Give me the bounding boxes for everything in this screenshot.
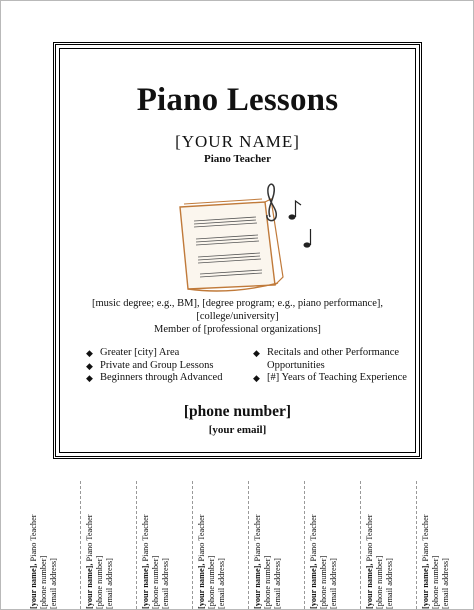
flyer-inner-border [59,48,416,453]
tab-name: [your name], [197,563,206,609]
tab-role: Piano Teacher [29,514,38,564]
treble-clef-icon [267,184,276,221]
tab-email: [email address] [105,558,114,609]
list-item: ◆ Private and Group Lessons [86,359,214,371]
tab-phone: [phone number] [431,555,440,609]
tab-role: Piano Teacher [197,514,206,564]
tear-line [192,481,194,609]
tab-name: [your name], [365,563,374,609]
features-list-right [249,347,419,385]
tear-off-tab[interactable] [253,481,283,609]
tab-name: [your name], [141,563,150,609]
teacher-name: [YOUR NAME] [175,132,300,151]
tear-line [416,481,418,609]
tear-line [136,481,138,609]
email-address: [your email] [208,424,267,436]
tab-phone: [phone number] [207,555,216,609]
tear-off-tab[interactable] [421,481,451,609]
features-list-left [82,347,257,385]
sheet-music-illustration [170,177,315,297]
tab-role: Piano Teacher [141,514,150,564]
tab-name: [your name], [309,563,318,609]
tear-off-tab[interactable] [29,481,59,609]
phone-number: [phone number] [183,403,292,420]
tear-off-tab[interactable] [197,481,227,609]
tear-off-tab[interactable] [85,481,115,609]
membership-line: Member of [professional organizations] [154,324,321,335]
tear-line [304,481,306,609]
tear-off-tab[interactable] [365,481,395,609]
tab-name: [your name], [85,563,94,609]
tab-email: [email address] [161,558,170,609]
tab-email: [email address] [217,558,226,609]
teacher-role: Piano Teacher [204,153,271,165]
tab-email: [email address] [329,558,338,609]
tear-line [80,481,82,609]
tear-off-tab[interactable] [309,481,339,609]
tab-role: Piano Teacher [365,514,374,564]
list-item: ◆ Recitals and other Performance Opportunities [253,347,400,371]
list-item: ◆ Beginners through Advanced [86,372,223,383]
tab-email: [email address] [273,558,282,609]
tear-off-tab[interactable] [141,481,171,609]
tear-line [248,481,250,609]
tab-name: [your name], [253,563,262,609]
tab-name: [your name], [29,563,38,609]
bullet-icon: ◆ [86,373,93,383]
list-item: ◆ Greater [city] Area [86,347,180,358]
list-item: ◆ [#] Years of Teaching Experience [253,372,407,383]
tab-phone: [phone number] [95,555,104,609]
bullet-icon: ◆ [253,373,260,383]
tab-email: [email address] [441,558,450,609]
flyer-title: Piano Lessons [136,82,339,118]
tab-phone: [phone number] [151,555,160,609]
tab-phone: [phone number] [263,555,272,609]
tab-phone: [phone number] [375,555,384,609]
tab-role: Piano Teacher [309,514,318,564]
tab-email: [email address] [385,558,394,609]
tab-role: Piano Teacher [421,514,430,564]
tab-email: [email address] [49,558,58,609]
credentials-block [78,297,397,336]
tab-name: [your name], [421,563,430,609]
bullet-icon: ◆ [253,348,260,358]
music-sheets-icon [180,199,283,291]
tab-phone: [phone number] [39,555,48,609]
music-note-icon [289,201,311,248]
tab-phone: [phone number] [319,555,328,609]
bullet-icon: ◆ [86,360,93,371]
tab-role: Piano Teacher [85,514,94,564]
tab-role: Piano Teacher [253,514,262,564]
degree-line: [music degree; e.g., BM], [degree program; e.g., piano performance], [college/university] [92,298,383,322]
tear-line [360,481,362,609]
flyer-frame [53,42,422,459]
bullet-icon: ◆ [86,348,93,358]
